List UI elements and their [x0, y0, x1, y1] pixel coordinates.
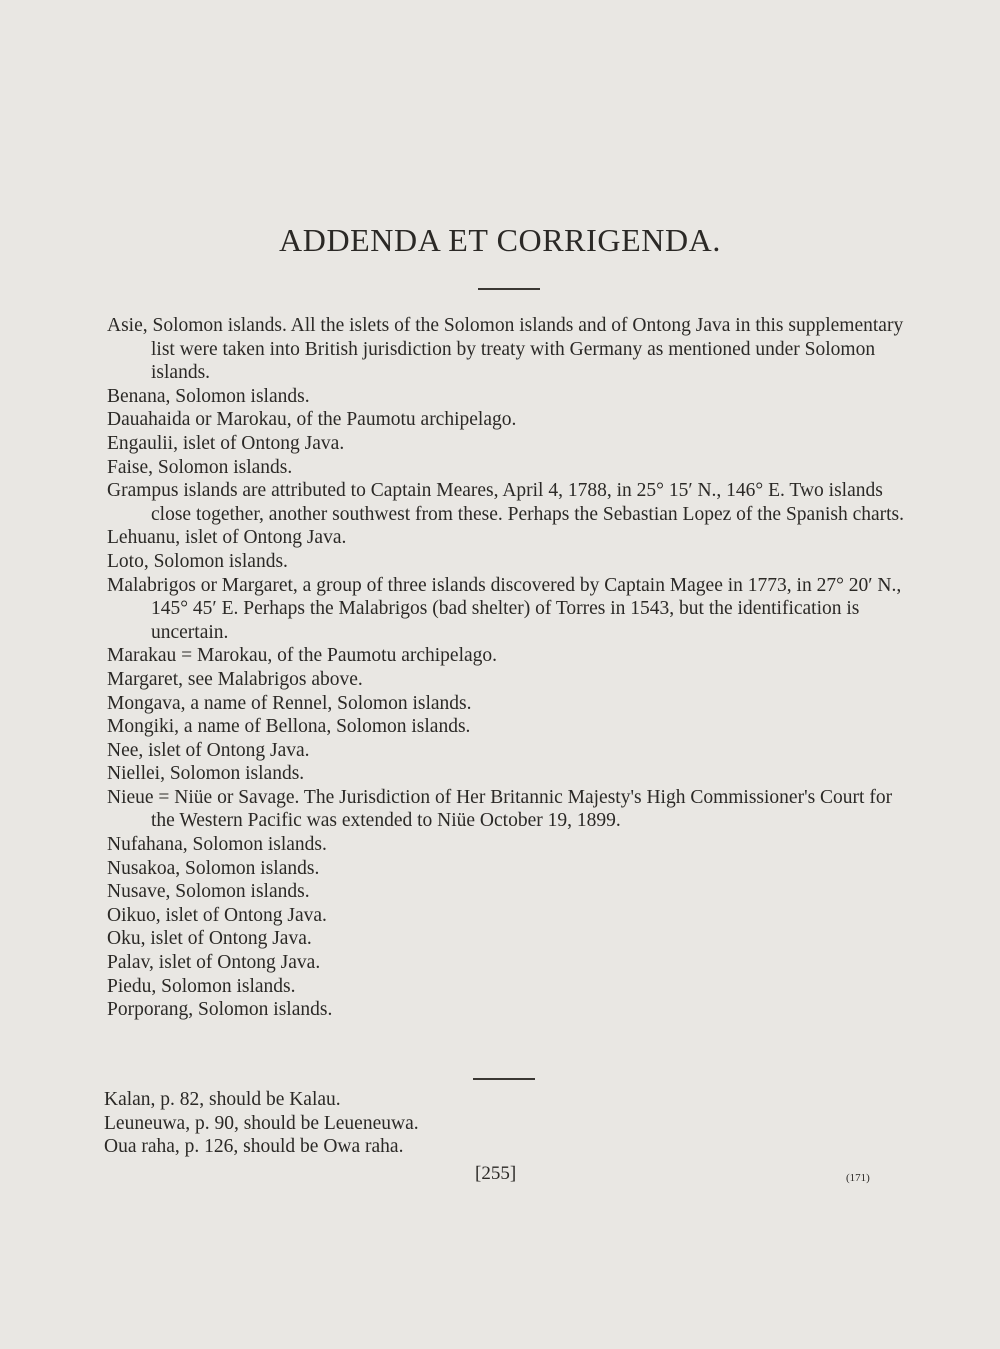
addenda-entry: Benana, Solomon islands.	[107, 385, 310, 407]
addenda-entry: Nee, islet of Ontong Java.	[107, 739, 310, 761]
addenda-entry: Asie, Solomon islands. All the islets of the Solomon islands and of Ontong Java in this supplementary list were taken into British jurisdiction by treaty with Germany as mentioned under Solomon islands.	[107, 315, 904, 384]
addenda-entry: Nieue = Niüe or Savage. The Jurisdiction of Her Britannic Majesty's High Commissioner's Court for the Western Pacific was extended to Niüe October 19, 1899.	[107, 786, 893, 832]
addenda-entry: Nusakoa, Solomon islands.	[107, 857, 320, 879]
addenda-entry: Dauahaida or Marokau, of the Paumotu archipelago.	[107, 409, 517, 431]
corrigenda-entry: Kalan, p. 82, should be Kalau.	[104, 1089, 341, 1110]
corrigenda-entry: Oua raha, p. 126, should be Owa raha.	[104, 1136, 404, 1158]
title-divider	[478, 288, 540, 290]
addenda-entry: Engaulii, islet of Ontong Java.	[107, 432, 345, 454]
addenda-entry: Malabrigos or Margaret, a group of three islands discovered by Captain Magee in 1773, in 27° 20′ N., 145° 45′ E. Perhaps the Malabrigos (bad shelter) of Torres in 1543, but the identification is uncertain.	[107, 574, 902, 643]
addenda-entry: Grampus islands are attributed to Captain Meares, April 4, 1788, in 25° 15′ N., 146° E. Two islands close together, another southwest from these. Perhaps the Sebastian Lopez of the Spanish charts.	[107, 480, 905, 525]
page-number: [255]	[475, 1163, 517, 1184]
addenda-entry: Margaret, see Malabrigos above.	[107, 668, 363, 690]
addenda-entry: Oikuo, islet of Ontong Java.	[107, 904, 327, 926]
page-title: ADDENDA ET CORRIGENDA.	[279, 222, 721, 258]
addenda-entry: Nufahana, Solomon islands.	[107, 834, 327, 856]
addenda-entry: Faise, Solomon islands.	[107, 456, 293, 478]
corrigenda-list	[104, 1088, 804, 1159]
addenda-entry: Oku, islet of Ontong Java.	[107, 928, 312, 950]
corrigenda-entry: Leuneuwa, p. 90, should be Leueneuwa.	[104, 1112, 419, 1134]
addenda-entry: Niellei, Solomon islands.	[107, 763, 305, 785]
addenda-entry: Mongiki, a name of Bellona, Solomon islands.	[107, 716, 471, 738]
addenda-entry: Loto, Solomon islands.	[107, 550, 288, 572]
addenda-entry: Mongava, a name of Rennel, Solomon islands.	[107, 692, 472, 714]
section-divider	[473, 1078, 535, 1080]
addenda-entry: Porporang, Solomon islands.	[107, 999, 333, 1021]
addenda-entry: Nusave, Solomon islands.	[107, 881, 310, 903]
addenda-list	[107, 314, 917, 1022]
addenda-entry: Palav, islet of Ontong Java.	[107, 952, 321, 974]
addenda-entry: Piedu, Solomon islands.	[107, 975, 296, 997]
addenda-entry: Marakau = Marokau, of the Paumotu archipelago.	[107, 645, 498, 667]
folio-number: (171)	[846, 1172, 870, 1184]
addenda-entry: Lehuanu, islet of Ontong Java.	[107, 527, 347, 549]
